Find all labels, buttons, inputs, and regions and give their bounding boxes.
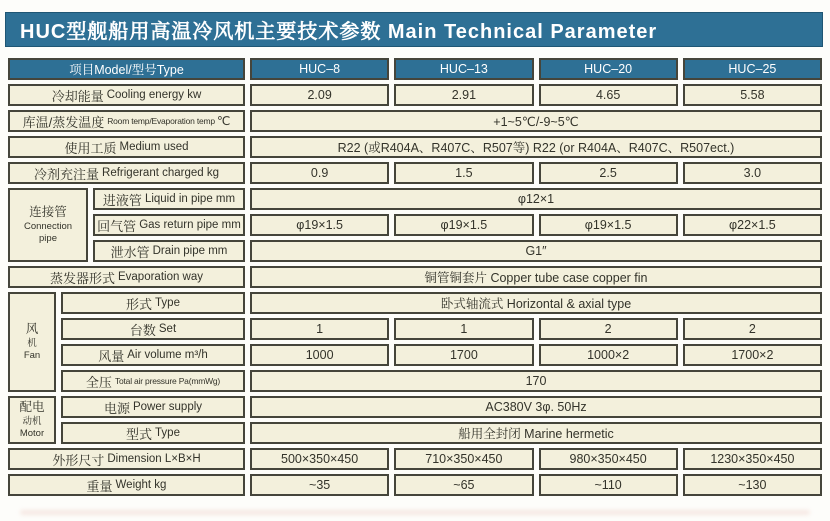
value-cell-fan-set-1	[394, 318, 533, 340]
value-text: 710×350×450	[425, 452, 503, 466]
value-text: ~110	[594, 478, 622, 492]
table-row-weight	[8, 474, 822, 496]
row-label-total-air-pressure	[61, 370, 245, 392]
value-text: 0.9	[310, 166, 329, 180]
row-label-en: Liquid in pipe mm	[144, 193, 236, 205]
model-name: HUC–20	[584, 62, 633, 76]
row-label-evaporation-way	[8, 266, 245, 288]
row-label-zh: 外形尺寸	[52, 452, 105, 468]
group-label-line: 配电	[19, 400, 45, 415]
value-text: AC380V 3φ. 50Hz	[485, 400, 587, 414]
value-text: 1	[316, 322, 324, 336]
value-text: 卧式轴流式 Horizontal & axial type	[440, 297, 632, 311]
value-text: ~130	[738, 478, 767, 492]
value-cell-cooling-energy-0	[250, 84, 389, 106]
value-text: 1000	[305, 348, 334, 362]
value-cell-gas-return-pipe-3	[683, 214, 822, 236]
row-label-gas-return-pipe	[93, 214, 245, 236]
row-label-motor-type	[61, 422, 245, 444]
value-text: 1700×2	[731, 348, 774, 362]
value-text: 1000×2	[587, 348, 630, 362]
value-text: 2.09	[307, 88, 332, 102]
value-cell-dimension-2	[539, 448, 678, 470]
model-name: HUC–25	[728, 62, 777, 76]
header-cell-huc	[394, 58, 533, 80]
table-row-evaporation-way	[8, 266, 822, 288]
row-label-zh: 冷却能量	[51, 88, 104, 104]
row-label-zh: 库温/蒸发温度	[22, 114, 105, 130]
table-row-refrigerant-charged	[8, 162, 822, 184]
value-cell-fan-set-0	[250, 318, 389, 340]
parameter-table	[8, 58, 822, 496]
table-row-fan-set	[61, 318, 822, 340]
row-label-zh: 风量	[98, 348, 125, 364]
value-text: φ22×1.5	[729, 218, 776, 232]
group-label-fan	[8, 292, 56, 392]
value-text: 2.5	[599, 166, 617, 180]
row-label-liquid-in-pipe	[93, 188, 245, 210]
row-label-drain-pipe	[93, 240, 245, 262]
value-cell-refrigerant-charged-2	[539, 162, 678, 184]
value-text: 5.58	[740, 88, 765, 102]
value-text: φ19×1.5	[440, 218, 488, 232]
group-label-motor	[8, 396, 56, 444]
value-text: 2	[604, 322, 612, 336]
value-cell-refrigerant-charged-3	[683, 162, 822, 184]
value-cell-drain-pipe-0	[250, 240, 822, 262]
row-label-zh: 泄水管	[110, 244, 150, 260]
row-label-refrigerant-charged	[8, 162, 245, 184]
value-cell-fan-set-2	[539, 318, 678, 340]
table-row-liquid-in-pipe	[93, 188, 822, 210]
value-cell-air-volume-3	[683, 344, 822, 366]
row-label-zh: 回气管	[97, 218, 137, 234]
row-label-zh: 蒸发器形式	[49, 270, 115, 286]
value-cell-air-volume-0	[250, 344, 389, 366]
row-label-fan-set	[61, 318, 245, 340]
row-label-en: Gas return pipe mm	[139, 219, 241, 231]
value-text: 1	[460, 322, 468, 336]
row-label-en: Dimension L×B×H	[107, 453, 201, 465]
value-text: R22 (或R404A、R407C、R507等) R22 (or R404A、R407C、R507ect.)	[337, 141, 735, 155]
title-bar	[5, 12, 823, 47]
value-text: 500×350×450	[281, 452, 359, 466]
value-text: 3.0	[743, 166, 762, 180]
group-label-line: Connection	[23, 220, 73, 232]
value-cell-weight-0	[250, 474, 389, 496]
value-cell-cooling-energy-2	[539, 84, 678, 106]
value-text: 2	[748, 322, 756, 336]
header-cell-huc	[250, 58, 389, 80]
row-label-weight	[8, 474, 245, 496]
table-row-total-air-pressure	[61, 370, 822, 392]
value-cell-weight-2	[539, 474, 678, 496]
row-label-dimension	[8, 448, 245, 470]
value-text: φ19×1.5	[584, 218, 632, 232]
table-row-power-supply	[61, 396, 822, 418]
value-text: 2.91	[451, 88, 477, 102]
group-section-connection	[8, 188, 822, 262]
value-text: ~65	[453, 478, 475, 492]
row-label-en: Room temp/Evaporation temp	[107, 116, 215, 126]
table-row-air-volume	[61, 344, 822, 366]
value-text: φ19×1.5	[296, 218, 343, 232]
row-label-cooling-energy	[8, 84, 245, 106]
value-cell-evaporation-way-0	[250, 266, 822, 288]
value-text: ~35	[309, 478, 331, 492]
value-cell-refrigerant-charged-0	[250, 162, 389, 184]
value-cell-dimension-0	[250, 448, 389, 470]
value-text: 4.65	[595, 88, 621, 102]
value-cell-power-supply-0	[250, 396, 822, 418]
value-cell-medium-used-0	[250, 136, 822, 158]
value-text: φ12×1	[517, 192, 555, 206]
row-label-en: Drain pipe mm	[152, 245, 228, 257]
value-text: 1230×350×450	[710, 452, 795, 466]
group-section-fan	[8, 292, 822, 392]
value-text: 铜管铜套片 Copper tube case copper fin	[424, 271, 648, 285]
row-label-en: Weight kg	[115, 479, 167, 491]
row-label-zh: 冷剂充注量	[34, 166, 100, 182]
table-row-drain-pipe	[93, 240, 822, 262]
value-cell-air-volume-1	[394, 344, 533, 366]
page-title: HUC型舰船用高温冷风机主要技术参数 Main Technical Parameter	[20, 21, 658, 43]
group-label-line: pipe	[39, 232, 57, 244]
value-cell-refrigerant-charged-1	[394, 162, 533, 184]
value-cell-air-volume-2	[539, 344, 678, 366]
row-label-zh: 全压	[85, 374, 112, 390]
row-label-power-supply	[61, 396, 245, 418]
value-cell-cooling-energy-3	[683, 84, 822, 106]
group-label-line: Fan	[23, 349, 41, 361]
group-label-line: 动机	[22, 415, 42, 427]
row-label-zh: 进液管	[102, 192, 142, 208]
row-label-en: Refrigerant charged kg	[102, 167, 219, 179]
value-cell-gas-return-pipe-0	[250, 214, 389, 236]
value-text: +1~5℃/-9~5℃	[493, 114, 579, 129]
group-rows-motor	[61, 396, 822, 444]
row-label-en: Cooling energy kw	[106, 89, 202, 101]
table-row-dimension	[8, 448, 822, 470]
value-cell-fan-set-3	[683, 318, 822, 340]
group-label-line: 风	[25, 322, 39, 337]
header-cell-model-type	[8, 58, 245, 80]
row-label-en: Air volume m³/h	[127, 349, 208, 361]
group-rows-fan	[61, 292, 822, 392]
group-section-motor	[8, 396, 822, 444]
table-header-row	[8, 58, 822, 80]
value-cell-cooling-energy-1	[394, 84, 533, 106]
row-label-room-evap-temp	[8, 110, 245, 132]
row-label-zh: 重量	[86, 478, 113, 494]
row-label-medium-used	[8, 136, 245, 158]
row-label-en: Type	[155, 297, 180, 309]
value-cell-room-evap-temp-0	[250, 110, 822, 132]
group-label-connection	[8, 188, 88, 262]
row-label-zh: 使用工质	[64, 140, 117, 156]
value-cell-motor-type-0	[250, 422, 822, 444]
table-row-gas-return-pipe	[93, 214, 822, 236]
table-row-fan-type	[61, 292, 822, 314]
row-label-en: Set	[158, 323, 177, 335]
header-label-text: 项目Model/型号Type	[69, 63, 184, 77]
value-cell-weight-3	[683, 474, 822, 496]
value-cell-liquid-in-pipe-0	[250, 188, 822, 210]
row-label-zh: 电源	[103, 400, 130, 416]
value-text: 1.5	[455, 166, 473, 180]
value-cell-dimension-1	[394, 448, 533, 470]
value-cell-fan-type-0	[250, 292, 822, 314]
table-row-cooling-energy	[8, 84, 822, 106]
scan-artifact-line	[20, 510, 810, 515]
row-label-unit: ℃	[216, 114, 231, 128]
row-label-zh: 台数	[129, 322, 156, 338]
row-label-zh: 型式	[126, 426, 153, 442]
table-row-motor-type	[61, 422, 822, 444]
value-cell-dimension-3	[683, 448, 822, 470]
group-label-line: 机	[27, 337, 37, 349]
row-label-en: Evaporation way	[117, 271, 204, 283]
value-text: 980×350×450	[569, 452, 647, 466]
group-rows-connection	[93, 188, 822, 262]
group-label-line: Motor	[19, 427, 45, 439]
value-cell-total-air-pressure-0	[250, 370, 822, 392]
header-cell-huc	[683, 58, 822, 80]
row-label-air-volume	[61, 344, 245, 366]
value-text: 170	[525, 374, 547, 388]
table-row-medium-used	[8, 136, 822, 158]
value-text: 船用全封闭 Marine hermetic	[458, 427, 614, 441]
group-label-line: 连接管	[29, 205, 67, 220]
value-text: 1700	[449, 348, 478, 362]
header-cell-huc	[539, 58, 678, 80]
row-label-en: Total air pressure Pa(mmWg)	[114, 376, 221, 386]
table-row-room-evap-temp	[8, 110, 822, 132]
row-label-fan-type	[61, 292, 245, 314]
row-label-en: Type	[155, 427, 180, 439]
value-cell-gas-return-pipe-1	[394, 214, 533, 236]
model-name: HUC–13	[439, 62, 488, 76]
row-label-en: Power supply	[132, 401, 203, 413]
model-name: HUC–8	[299, 62, 341, 76]
row-label-zh: 形式	[126, 296, 153, 312]
value-cell-gas-return-pipe-2	[539, 214, 678, 236]
row-label-en: Medium used	[119, 141, 189, 153]
value-text: G1″	[525, 244, 547, 258]
value-cell-weight-1	[394, 474, 533, 496]
